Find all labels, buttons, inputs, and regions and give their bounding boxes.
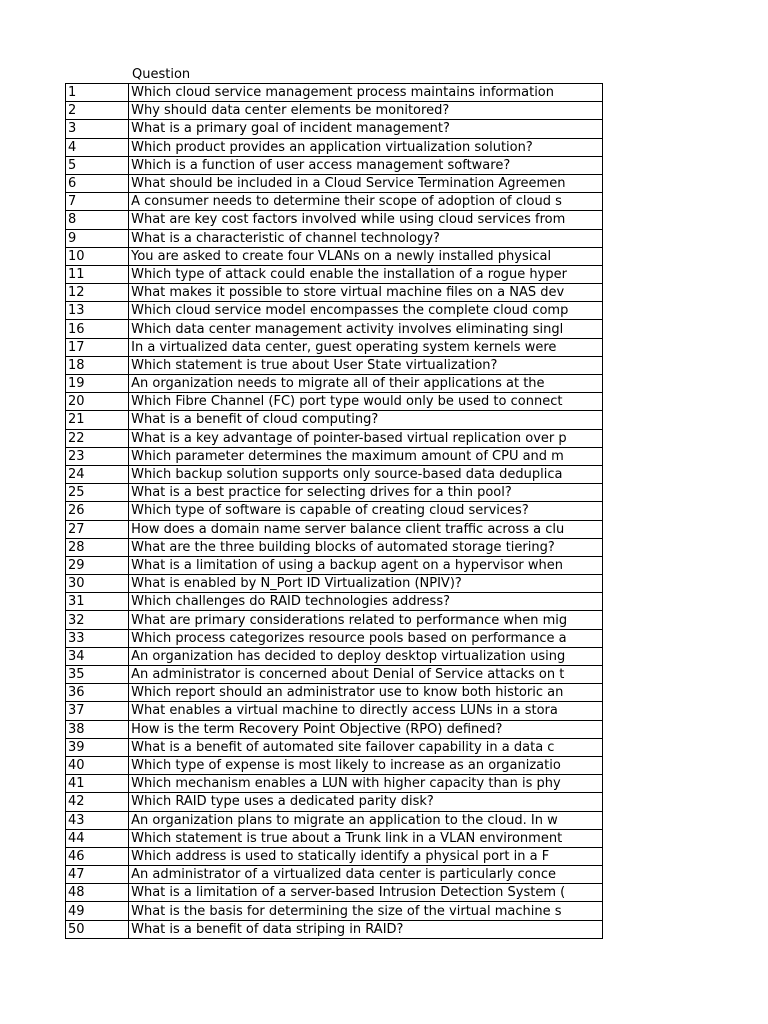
question-cell[interactable]: Which backup solution supports only source-based data deduplica xyxy=(129,465,603,483)
row-number-cell[interactable]: 24 xyxy=(66,465,129,483)
table-row xyxy=(66,920,603,938)
table-row xyxy=(66,284,603,302)
row-number-cell[interactable]: 25 xyxy=(66,484,129,502)
question-cell[interactable]: Which report should an administrator use to know both historic an xyxy=(129,684,603,702)
row-number-cell[interactable]: 33 xyxy=(66,629,129,647)
question-cell[interactable]: What is a limitation of a server-based Intrusion Detection System ( xyxy=(129,884,603,902)
row-number-cell[interactable]: 18 xyxy=(66,356,129,374)
table-row xyxy=(66,265,603,283)
question-cell[interactable]: What are the three building blocks of automated storage tiering? xyxy=(129,538,603,556)
row-number-cell[interactable]: 31 xyxy=(66,593,129,611)
table-row xyxy=(66,884,603,902)
question-cell[interactable]: What is a primary goal of incident management? xyxy=(129,120,603,138)
table-row xyxy=(66,356,603,374)
table-row xyxy=(66,611,603,629)
row-number-cell[interactable]: 30 xyxy=(66,575,129,593)
table-row xyxy=(66,156,603,174)
question-cell[interactable]: Which RAID type uses a dedicated parity disk? xyxy=(129,793,603,811)
question-cell[interactable]: What is enabled by N_Port ID Virtualization (NPIV)? xyxy=(129,575,603,593)
table-row xyxy=(66,138,603,156)
header-row xyxy=(65,66,606,83)
question-cell[interactable]: An administrator of a virtualized data center is particularly conce xyxy=(129,866,603,884)
table-row xyxy=(66,556,603,574)
table-row xyxy=(66,174,603,192)
table-row xyxy=(66,538,603,556)
table-row xyxy=(66,465,603,483)
table-row xyxy=(66,302,603,320)
question-cell[interactable]: What is a benefit of cloud computing? xyxy=(129,411,603,429)
row-number-cell[interactable]: 13 xyxy=(66,302,129,320)
question-cell[interactable]: A consumer needs to determine their scope of adoption of cloud s xyxy=(129,193,603,211)
row-number-cell[interactable]: 7 xyxy=(66,193,129,211)
table-row xyxy=(66,793,603,811)
question-cell[interactable]: Which parameter determines the maximum amount of CPU and m xyxy=(129,447,603,465)
question-cell[interactable]: Which Fibre Channel (FC) port type would only be used to connect xyxy=(129,393,603,411)
question-sheet xyxy=(65,66,606,939)
question-cell[interactable]: An organization has decided to deploy desktop virtualization using xyxy=(129,647,603,665)
table-row xyxy=(66,847,603,865)
row-number-cell[interactable]: 16 xyxy=(66,320,129,338)
table-row xyxy=(66,902,603,920)
question-cell[interactable]: What are primary considerations related to performance when mig xyxy=(129,611,603,629)
question-cell[interactable]: What makes it possible to store virtual machine files on a NAS dev xyxy=(129,284,603,302)
table-row xyxy=(66,593,603,611)
table-row xyxy=(66,738,603,756)
question-cell[interactable]: What is a best practice for selecting drives for a thin pool? xyxy=(129,484,603,502)
row-number-cell[interactable]: 32 xyxy=(66,611,129,629)
question-cell[interactable]: An administrator is concerned about Denial of Service attacks on t xyxy=(129,666,603,684)
question-cell[interactable]: What are key cost factors involved while using cloud services from xyxy=(129,211,603,229)
row-number-cell[interactable]: 5 xyxy=(66,156,129,174)
question-cell[interactable]: In a virtualized data center, guest operating system kernels were xyxy=(129,338,603,356)
row-number-cell[interactable]: 47 xyxy=(66,866,129,884)
table-row xyxy=(66,756,603,774)
row-number-cell[interactable]: 44 xyxy=(66,829,129,847)
question-cell[interactable]: Which type of expense is most likely to increase as an organizatio xyxy=(129,756,603,774)
row-number-cell[interactable]: 11 xyxy=(66,265,129,283)
row-number-cell[interactable]: 19 xyxy=(66,375,129,393)
table-row xyxy=(66,338,603,356)
table-row xyxy=(66,502,603,520)
question-cell[interactable]: Which mechanism enables a LUN with higher capacity than is phy xyxy=(129,775,603,793)
table-row xyxy=(66,429,603,447)
question-cell[interactable]: What enables a virtual machine to directly access LUNs in a stora xyxy=(129,702,603,720)
table-row xyxy=(66,84,603,102)
question-cell[interactable]: Which product provides an application virtualization solution? xyxy=(129,138,603,156)
table-row xyxy=(66,375,603,393)
table-row xyxy=(66,411,603,429)
table-row xyxy=(66,211,603,229)
table-row xyxy=(66,775,603,793)
question-cell[interactable]: What is a benefit of automated site failover capability in a data c xyxy=(129,738,603,756)
question-cell[interactable]: Which cloud service management process maintains information xyxy=(129,84,603,102)
table-row xyxy=(66,720,603,738)
row-number-cell[interactable]: 34 xyxy=(66,647,129,665)
table-row xyxy=(66,229,603,247)
question-cell[interactable]: Which statement is true about a Trunk link in a VLAN environment xyxy=(129,829,603,847)
table-row xyxy=(66,811,603,829)
row-number-cell[interactable]: 38 xyxy=(66,720,129,738)
row-number-cell[interactable]: 36 xyxy=(66,684,129,702)
row-number-cell[interactable]: 22 xyxy=(66,429,129,447)
table-row xyxy=(66,829,603,847)
row-number-cell[interactable]: 17 xyxy=(66,338,129,356)
row-number-cell[interactable]: 27 xyxy=(66,520,129,538)
row-number-cell[interactable]: 37 xyxy=(66,702,129,720)
question-cell[interactable]: Which cloud service model encompasses the complete cloud comp xyxy=(129,302,603,320)
header-number-cell xyxy=(65,66,129,83)
question-cell[interactable]: What is the basis for determining the size of the virtual machine s xyxy=(129,902,603,920)
row-number-cell[interactable]: 41 xyxy=(66,775,129,793)
question-cell[interactable]: What is a key advantage of pointer-based virtual replication over p xyxy=(129,429,603,447)
table-row xyxy=(66,320,603,338)
row-number-cell[interactable]: 29 xyxy=(66,556,129,574)
question-cell[interactable]: Which statement is true about User State virtualization? xyxy=(129,356,603,374)
row-number-cell[interactable]: 42 xyxy=(66,793,129,811)
question-cell[interactable]: Which process categorizes resource pools based on performance a xyxy=(129,629,603,647)
row-number-cell[interactable]: 40 xyxy=(66,756,129,774)
table-row xyxy=(66,247,603,265)
question-cell[interactable]: Which type of software is capable of creating cloud services? xyxy=(129,502,603,520)
table-row xyxy=(66,575,603,593)
question-cell[interactable]: Which data center management activity involves eliminating singl xyxy=(129,320,603,338)
question-cell[interactable]: Which type of attack could enable the installation of a rogue hyper xyxy=(129,265,603,283)
table-row xyxy=(66,120,603,138)
questions-table-body xyxy=(66,84,603,939)
question-column-header: Question xyxy=(132,67,191,82)
row-number-cell[interactable]: 1 xyxy=(66,84,129,102)
row-number-cell[interactable]: 20 xyxy=(66,393,129,411)
table-row xyxy=(66,866,603,884)
question-cell[interactable]: How does a domain name server balance client traffic across a clu xyxy=(129,520,603,538)
question-cell[interactable]: What should be included in a Cloud Service Termination Agreemen xyxy=(129,174,603,192)
row-number-cell[interactable]: 43 xyxy=(66,811,129,829)
table-row xyxy=(66,702,603,720)
table-row xyxy=(66,629,603,647)
row-number-cell[interactable]: 4 xyxy=(66,138,129,156)
question-cell[interactable]: An organization plans to migrate an application to the cloud. In w xyxy=(129,811,603,829)
row-number-cell[interactable]: 26 xyxy=(66,502,129,520)
question-cell[interactable]: What is a benefit of data striping in RAID? xyxy=(129,920,603,938)
table-row xyxy=(66,193,603,211)
question-cell[interactable]: What is a characteristic of channel technology? xyxy=(129,229,603,247)
questions-table xyxy=(65,83,603,939)
table-row xyxy=(66,647,603,665)
question-cell[interactable]: Why should data center elements be monitored? xyxy=(129,102,603,120)
row-number-cell[interactable]: 46 xyxy=(66,847,129,865)
row-number-cell[interactable]: 50 xyxy=(66,920,129,938)
table-row xyxy=(66,484,603,502)
question-cell[interactable]: Which address is used to statically identify a physical port in a F xyxy=(129,847,603,865)
question-cell[interactable]: You are asked to create four VLANs on a newly installed physical xyxy=(129,247,603,265)
row-number-cell[interactable]: 48 xyxy=(66,884,129,902)
question-cell[interactable]: How is the term Recovery Point Objective (RPO) defined? xyxy=(129,720,603,738)
row-number-cell[interactable]: 3 xyxy=(66,120,129,138)
question-cell[interactable]: Which challenges do RAID technologies address? xyxy=(129,593,603,611)
table-row xyxy=(66,520,603,538)
row-number-cell[interactable]: 2 xyxy=(66,102,129,120)
question-cell[interactable]: Which is a function of user access management software? xyxy=(129,156,603,174)
row-number-cell[interactable]: 10 xyxy=(66,247,129,265)
row-number-cell[interactable]: 49 xyxy=(66,902,129,920)
row-number-cell[interactable]: 9 xyxy=(66,229,129,247)
table-row xyxy=(66,102,603,120)
table-row xyxy=(66,393,603,411)
table-row xyxy=(66,447,603,465)
row-number-cell[interactable]: 12 xyxy=(66,284,129,302)
row-number-cell[interactable]: 23 xyxy=(66,447,129,465)
row-number-cell[interactable]: 39 xyxy=(66,738,129,756)
table-row xyxy=(66,666,603,684)
row-number-cell[interactable]: 28 xyxy=(66,538,129,556)
row-number-cell[interactable]: 8 xyxy=(66,211,129,229)
question-cell[interactable]: An organization needs to migrate all of their applications at the xyxy=(129,375,603,393)
question-cell[interactable]: What is a limitation of using a backup agent on a hypervisor when xyxy=(129,556,603,574)
row-number-cell[interactable]: 6 xyxy=(66,174,129,192)
row-number-cell[interactable]: 21 xyxy=(66,411,129,429)
row-number-cell[interactable]: 35 xyxy=(66,666,129,684)
table-row xyxy=(66,684,603,702)
